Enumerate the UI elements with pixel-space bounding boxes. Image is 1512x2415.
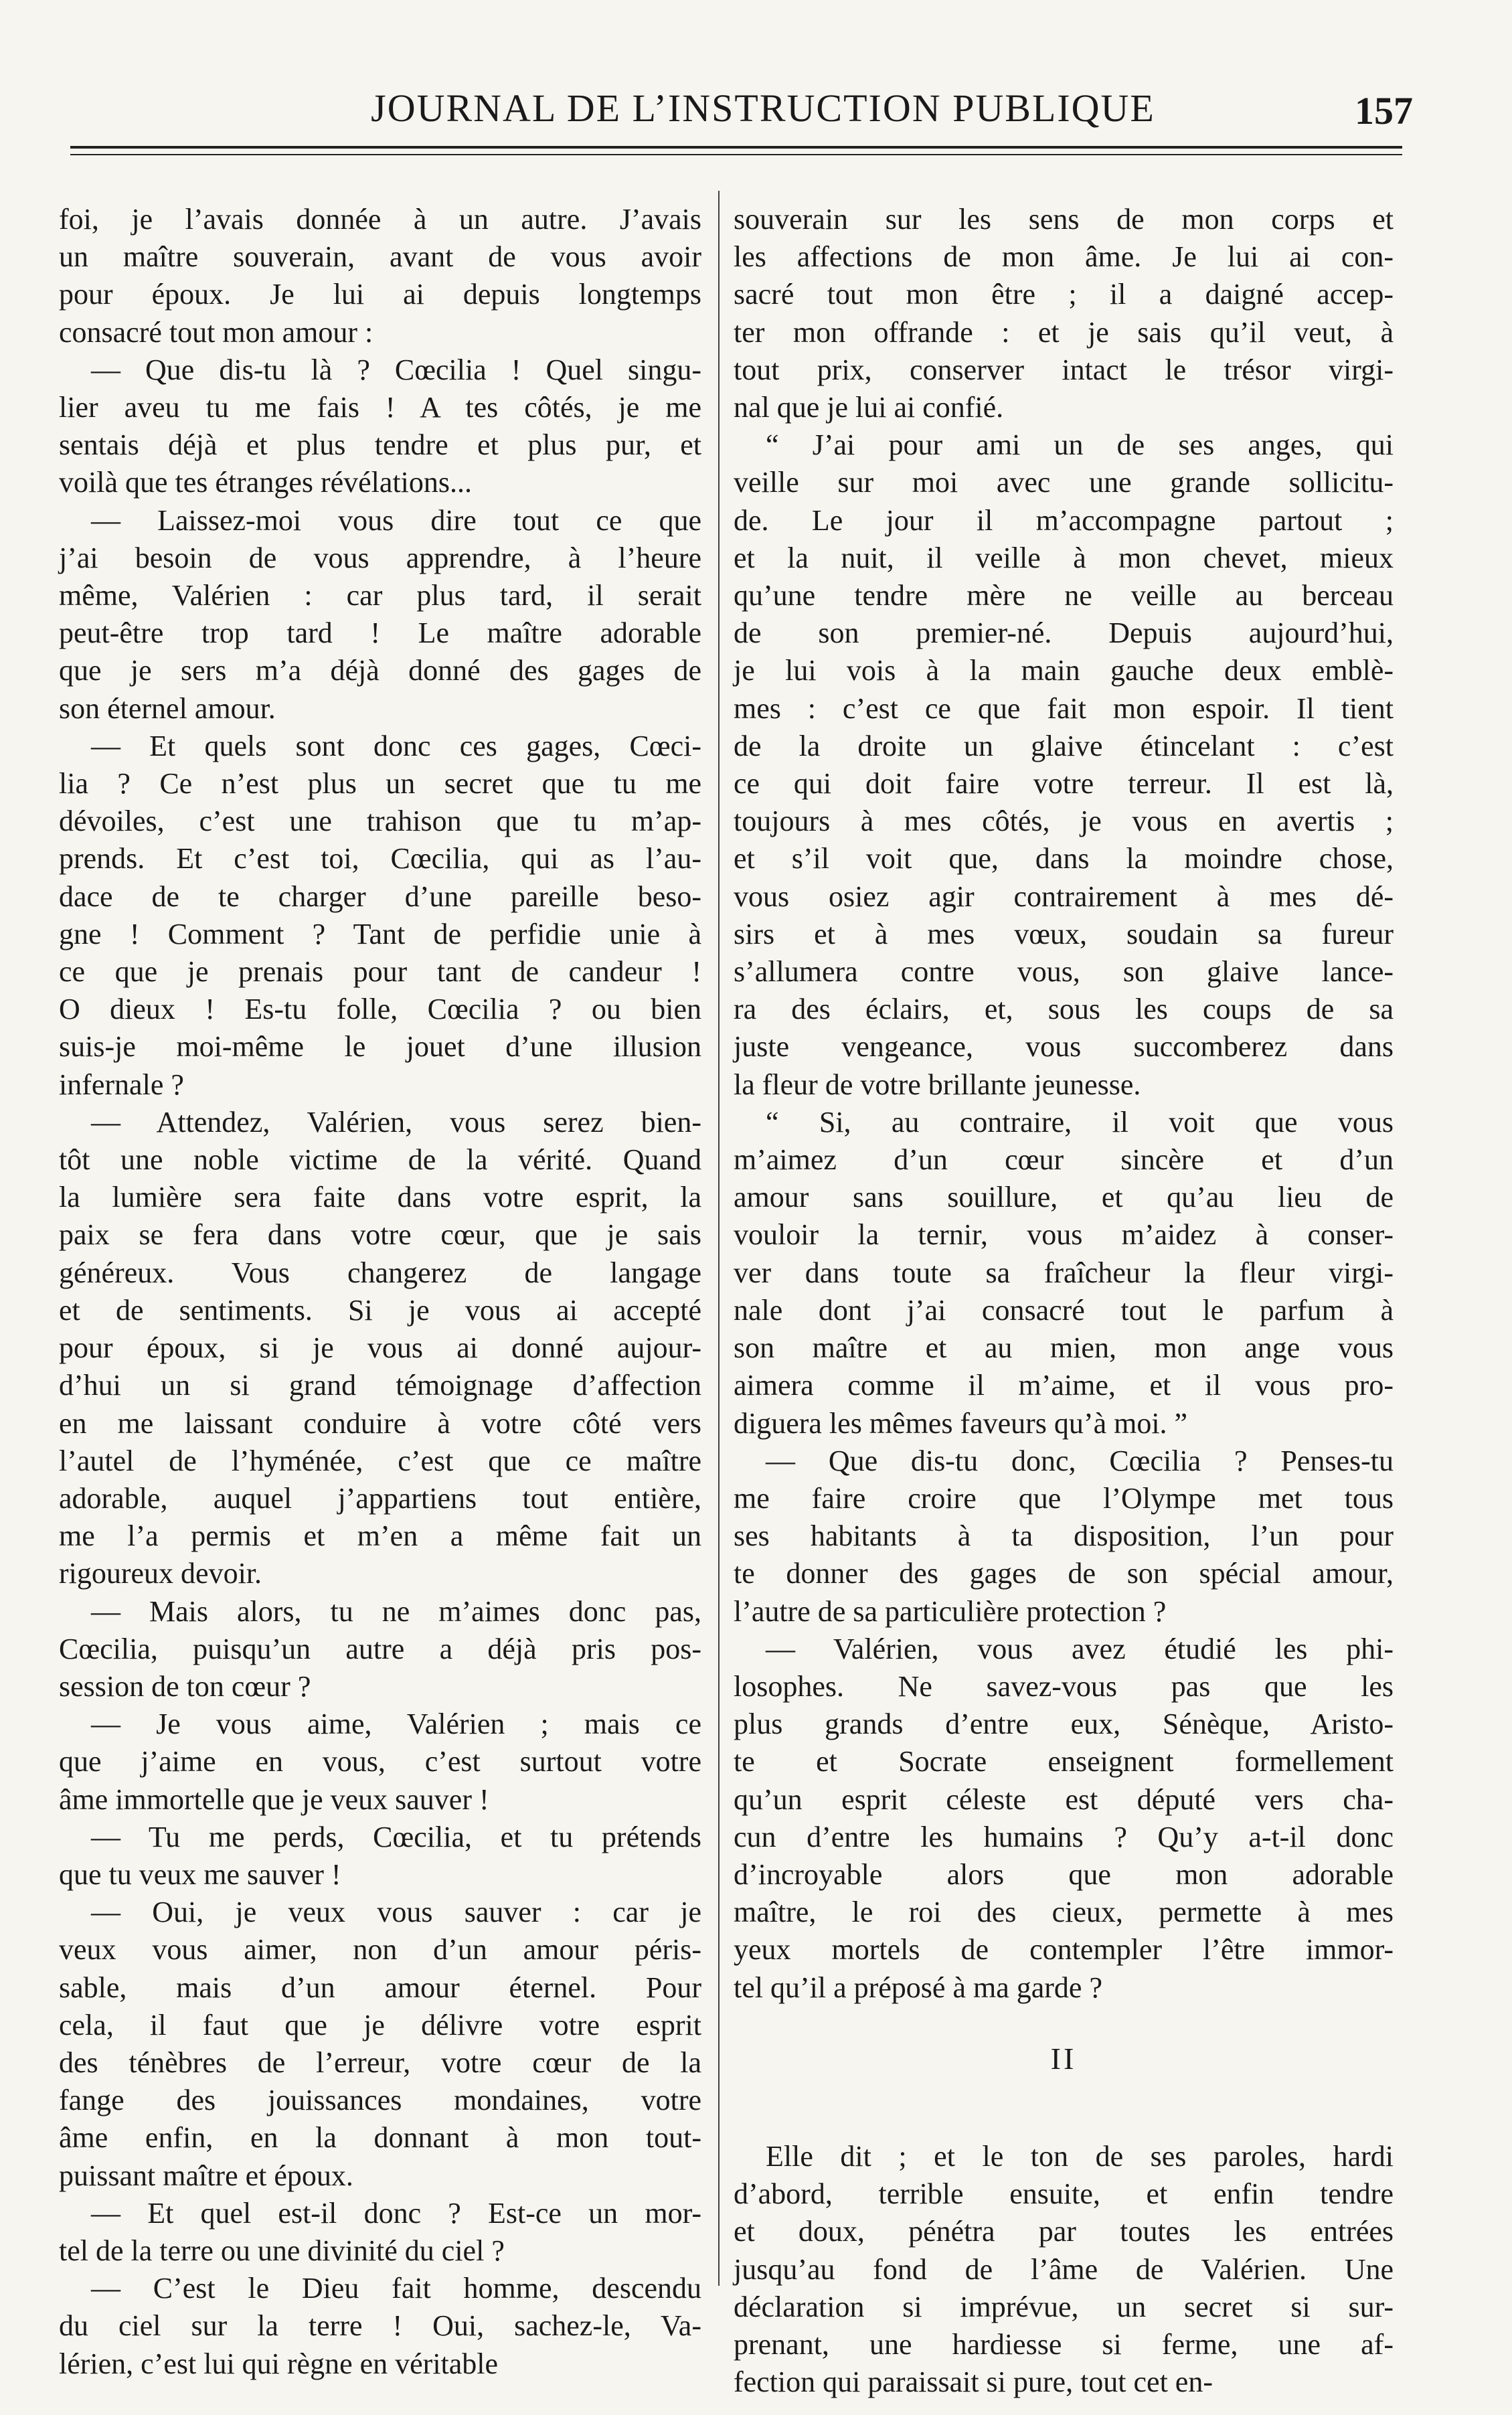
text-line: aimera comme il m’aime, et il vous pro- [734,1369,1394,1402]
text-line: — Que dis-tu là ? Cœcilia ! Quel singu- [91,353,701,386]
text-line: plus grands d’entre eux, Sénèque, Aristo- [734,1708,1394,1741]
section-heading: II [1050,2041,1077,2076]
text-line: sable, mais d’un amour éternel. Pour [59,1971,701,2004]
text-line: ses habitants à ta disposition, l’un pour [734,1519,1394,1553]
page-number: 157 [1355,89,1413,133]
text-line: — Et quel est-il donc ? Est-ce un mor- [91,2196,701,2230]
text-line: “ J’ai pour ami un de ses anges, qui [766,428,1394,462]
text-line: fection qui paraissait si pure, tout cet en- [734,2365,1213,2399]
paragraph [59,502,701,728]
text-line: d’hui un si grand témoignage d’affection [59,1369,701,1402]
text-line: amour sans souillure, et qu’au lieu de [734,1181,1394,1214]
paragraph [59,351,701,502]
text-line: lérien, c’est lui qui règne en véritable [59,2347,499,2380]
text-line: te et Socrate enseignent formellement [734,1745,1394,1778]
text-line: diguera les mêmes faveurs qu’à moi. ” [734,1406,1188,1440]
paragraph [734,1104,1394,1442]
text-line: session de ton cœur ? [59,1669,311,1703]
paragraph [59,1593,701,1706]
text-line: un maître souverain, avant de vous avoir [59,240,701,274]
text-line: dace de te charger d’une pareille beso- [59,880,701,913]
text-line: sirs et à mes vœux, soudain sa fureur [734,917,1394,950]
right-column [734,201,1394,2401]
text-line: tôt une noble victime de la vérité. Quand [59,1143,701,1177]
text-line: puissant maître et époux. [59,2159,353,2192]
header-rule [70,146,1402,149]
text-line: — Que dis-tu donc, Cœcilia ? Penses-tu [766,1444,1394,1477]
text-line: — Tu me perds, Cœcilia, et tu prétends [91,1820,701,1853]
text-line: généreux. Vous changerez de langage [59,1256,701,1289]
text-line: que j’aime en vous, c’est surtout votre [59,1745,701,1778]
text-line: en me laissant conduire à votre côté vers [59,1406,701,1440]
text-line: son éternel amour. [59,691,276,725]
text-line: ver dans toute sa fraîcheur la fleur virgi- [734,1256,1394,1289]
text-line: et s’il voit que, dans la moindre chose, [734,842,1394,876]
paragraph [59,1819,701,1894]
text-line: nal que je lui ai confié. [734,391,1004,424]
text-line: prends. Et c’est toi, Cœcilia, qui as l’au- [59,842,701,876]
paragraph [734,1631,1394,2007]
text-line: du ciel sur la terre ! Oui, sachez-le, Va- [59,2309,701,2343]
text-line: l’autre de sa particulière protection ? [734,1594,1167,1628]
text-line: fange des jouissances mondaines, votre [59,2084,701,2117]
text-line: vous osiez agir contrairement à mes dé- [734,880,1394,913]
text-line: dévoiles, c’est une trahison que tu m’ap- [59,805,701,838]
text-line: qu’une tendre mère ne veille au berceau [734,579,1394,612]
paragraph [734,1442,1394,1631]
text-line: souverain sur les sens de mon corps et [734,203,1394,236]
text-line: que je sers m’a déjà donné des gages de [59,654,701,687]
text-line: ter mon offrande : et je sais qu’il veut, à [734,315,1394,349]
text-line: — Valérien, vous avez étudié les phi- [766,1632,1394,1665]
text-line: d’incroyable alors que mon adorable [734,1857,1394,1891]
paragraph [59,201,701,351]
text-line: lier aveu tu me fais ! A tes côtés, je me [59,391,701,424]
paragraph [59,1705,701,1819]
paragraph [734,426,1394,1104]
paragraph [734,201,1394,426]
text-line: pour époux, si je vous ai donné aujour- [59,1331,701,1365]
text-line: — Laissez-moi vous dire tout ce que [91,503,701,537]
text-line: toujours à mes côtés, je vous en avertis ; [734,805,1394,838]
text-line: la fleur de votre brillante jeunesse. [734,1068,1141,1101]
text-line: — Mais alors, tu ne m’aimes donc pas, [91,1594,701,1628]
text-line: âme immortelle que je veux sauver ! [59,1782,489,1816]
text-line: tout prix, conserver intact le trésor virgi- [734,353,1394,386]
text-line: juste vengeance, vous succomberez dans [734,1030,1394,1064]
paragraph [59,2195,701,2270]
text-line: l’autel de l’hyménée, c’est que ce maître [59,1444,701,1477]
text-line: te donner des gages de son spécial amour, [734,1557,1394,1590]
text-line: sacré tout mon être ; il a daigné accep- [734,278,1394,311]
text-line: qu’un esprit céleste est député vers cha- [734,1782,1394,1816]
paragraph [734,2138,1394,2401]
text-line: — Oui, je veux vous sauver : car je [91,1896,701,1929]
text-line: pour époux. Je lui ai depuis longtemps [59,278,701,311]
text-line: j’ai besoin de vous apprendre, à l’heure [59,541,701,574]
text-line: déclaration si imprévue, un secret si sur- [734,2290,1394,2323]
text-line: son maître et au mien, mon ange vous [734,1331,1394,1365]
text-line: — Je vous aime, Valérien ; mais ce [91,1708,701,1741]
text-line: — Et quels sont donc ces gages, Cœci- [91,729,701,762]
text-line: jusqu’au fond de l’âme de Valérien. Une [734,2252,1394,2286]
text-line: des ténèbres de l’erreur, votre cœur de la [59,2046,701,2079]
text-line: même, Valérien : car plus tard, il serait [59,579,701,612]
text-line: — C’est le Dieu fait homme, descendu [91,2272,701,2305]
text-line: la lumière sera faite dans votre esprit, la [59,1181,701,1214]
text-line: me faire croire que l’Olympe met tous [734,1481,1394,1515]
text-line: ra des éclairs, et, sous les coups de sa [734,993,1394,1026]
text-line: que tu veux me sauver ! [59,1857,341,1891]
text-line: peut-être trop tard ! Le maître adorable [59,616,701,650]
text-line: prenant, une hardiesse si ferme, une af- [734,2327,1394,2361]
text-line: — Attendez, Valérien, vous serez bien- [91,1105,701,1139]
paragraph [59,1894,701,2195]
text-line: ce que je prenais pour tant de candeur ! [59,955,701,989]
text-line: voilà que tes étranges révélations... [59,466,473,499]
text-line: m’aimez d’un cœur sincère et d’un [734,1143,1394,1177]
paragraph [59,728,701,1104]
paragraph [59,1104,701,1593]
text-line: de son premier-né. Depuis aujourd’hui, [734,616,1394,650]
text-line: cun d’entre les humains ? Qu’y a-t-il donc [734,1820,1394,1853]
text-line: O dieux ! Es-tu folle, Cœcilia ? ou bien [59,993,701,1026]
text-line: et la nuit, il veille à mon chevet, mieux [734,541,1394,574]
text-line: et de sentiments. Si je vous ai accepté [59,1293,701,1327]
text-line: me l’a permis et m’en a même fait un [59,1519,701,1553]
text-line: je lui vois à la main gauche deux emblè- [734,654,1394,687]
text-line: veux vous aimer, non d’un amour péris- [59,1933,701,1967]
text-line: suis-je moi-même le jouet d’une illusion [59,1030,701,1064]
column-divider [718,191,720,2286]
paragraph [59,2270,701,2383]
header-rule-thin [70,154,1402,155]
text-line: consacré tout mon amour : [59,315,373,349]
text-line: d’abord, terrible ensuite, et enfin tendre [734,2177,1394,2211]
text-line: nale dont j’ai consacré tout le parfum à [734,1293,1394,1327]
text-line: sentais déjà et plus tendre et plus pur, et [59,428,701,462]
text-line: losophes. Ne savez-vous pas que les [734,1669,1394,1703]
text-line: Elle dit ; et le ton de ses paroles, hardi [766,2139,1394,2173]
text-line: rigoureux devoir. [59,1557,262,1590]
text-line: adorable, auquel j’appartiens tout entière, [59,1481,701,1515]
text-line: infernale ? [59,1068,184,1101]
text-line: s’allumera contre vous, son glaive lance- [734,955,1394,989]
text-line: cela, il faut que je délivre votre esprit [59,2008,701,2042]
text-line: Cœcilia, puisqu’un autre a déjà pris pos- [59,1632,701,1665]
text-line: vouloir la ternir, vous m’aidez à conser- [734,1218,1394,1252]
text-line: mes : c’est ce que fait mon espoir. Il tient [734,691,1394,725]
text-line: yeux mortels de contempler l’être immor- [734,1933,1394,1967]
text-line: gne ! Comment ? Tant de perfidie unie à [59,917,701,950]
text-line: tel de la terre ou une divinité du ciel ? [59,2234,505,2267]
text-line: de. Le jour il m’accompagne partout ; [734,503,1394,537]
text-line: lia ? Ce n’est plus un secret que tu me [59,767,701,801]
text-line: maître, le roi des cieux, permette à mes [734,1896,1394,1929]
journal-title: JOURNAL DE L’INSTRUCTION PUBLIQUE [371,86,1155,130]
text-line: veille sur moi avec une grande sollicitu- [734,466,1394,499]
text-line: les affections de mon âme. Je lui ai con- [734,240,1394,274]
text-line: paix se fera dans votre cœur, que je sais [59,1218,701,1252]
text-line: tel qu’il a préposé à ma garde ? [734,1971,1102,2004]
text-line: ce qui doit faire votre terreur. Il est là, [734,767,1394,801]
text-line: foi, je l’avais donnée à un autre. J’avais [59,203,701,236]
text-line: “ Si, au contraire, il voit que vous [766,1105,1394,1139]
left-column [59,201,701,2383]
text-line: âme enfin, en la donnant à mon tout- [59,2121,701,2155]
text-line: et doux, pénétra par toutes les entrées [734,2215,1394,2248]
text-line: de la droite un glaive étincelant : c’est [734,729,1394,762]
